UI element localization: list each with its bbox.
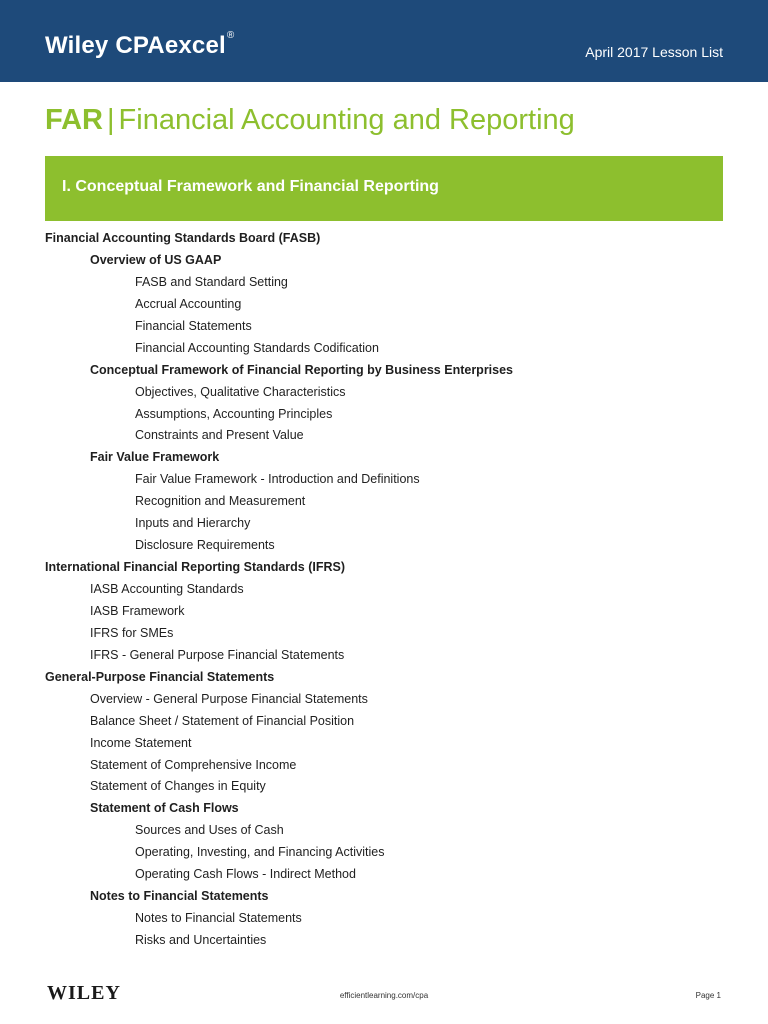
lesson-item: Fair Value Framework - Introduction and Definitions bbox=[135, 472, 420, 487]
lesson-item: Accrual Accounting bbox=[135, 296, 242, 311]
subtopic-item: Statement of Changes in Equity bbox=[90, 779, 266, 794]
lesson-list bbox=[0, 228, 768, 952]
subtopic-item: IFRS - General Purpose Financial Statements bbox=[90, 647, 345, 662]
lesson-item: Operating Cash Flows - Indirect Method bbox=[135, 867, 356, 882]
lesson-item: Operating, Investing, and Financing Activities bbox=[135, 845, 385, 860]
lesson-item: Constraints and Present Value bbox=[135, 428, 304, 443]
subtopic-item: Income Statement bbox=[90, 735, 192, 750]
brand-name: Wiley CPAexcel bbox=[45, 32, 226, 59]
brand-title bbox=[45, 32, 234, 60]
lesson-item: Assumptions, Accounting Principles bbox=[135, 406, 333, 421]
topic-heading: Financial Accounting Standards Board (FASB) bbox=[45, 231, 321, 245]
footer-url[interactable]: efficientlearning.com/cpa bbox=[339, 991, 429, 1000]
section-heading bbox=[45, 156, 723, 221]
course-name: Financial Accounting and Reporting bbox=[118, 104, 575, 136]
title-separator: | bbox=[107, 104, 115, 136]
subtopic-item: IFRS for SMEs bbox=[90, 625, 174, 640]
registered-mark: ® bbox=[226, 30, 235, 41]
lesson-item: Disclosure Requirements bbox=[135, 538, 275, 553]
course-code: FAR bbox=[45, 104, 103, 136]
subtopic-item: Statement of Cash Flows bbox=[90, 801, 239, 816]
page-header bbox=[0, 0, 768, 82]
wiley-logo: WILEY bbox=[47, 982, 121, 1004]
lesson-item: Sources and Uses of Cash bbox=[135, 823, 284, 838]
lesson-item: Risks and Uncertainties bbox=[135, 933, 267, 947]
lesson-item: Recognition and Measurement bbox=[135, 494, 306, 509]
lesson-item: FASB and Standard Setting bbox=[135, 274, 288, 289]
section-title: I. Conceptual Framework and Financial Reporting bbox=[62, 178, 439, 195]
subtopic-item: Overview - General Purpose Financial Statements bbox=[90, 691, 368, 706]
topic-heading: International Financial Reporting Standards (IFRS) bbox=[45, 560, 346, 575]
subtopic-item: Conceptual Framework of Financial Reporting by Business Enterprises bbox=[90, 362, 514, 377]
lesson-item: Financial Accounting Standards Codification bbox=[135, 340, 379, 355]
topic-heading: General-Purpose Financial Statements bbox=[45, 669, 275, 684]
page-title bbox=[45, 104, 575, 137]
subtopic-item: Balance Sheet / Statement of Financial Position bbox=[90, 713, 355, 728]
subtopic-item: IASB Accounting Standards bbox=[90, 582, 244, 596]
subtopic-item: Statement of Comprehensive Income bbox=[90, 757, 297, 772]
subtopic-item: Notes to Financial Statements bbox=[90, 889, 269, 904]
page-number: Page 1 bbox=[695, 991, 721, 1000]
lesson-item: Financial Statements bbox=[135, 318, 252, 333]
lesson-item: Inputs and Hierarchy bbox=[135, 516, 251, 531]
subtopic-item: IASB Framework bbox=[90, 603, 185, 618]
subtopic-item: Overview of US GAAP bbox=[90, 252, 222, 267]
header-subtitle: April 2017 Lesson List bbox=[585, 44, 723, 60]
subtopic-item: Fair Value Framework bbox=[90, 450, 220, 465]
lesson-item: Notes to Financial Statements bbox=[135, 911, 302, 926]
lesson-item: Objectives, Qualitative Characteristics bbox=[135, 384, 346, 399]
